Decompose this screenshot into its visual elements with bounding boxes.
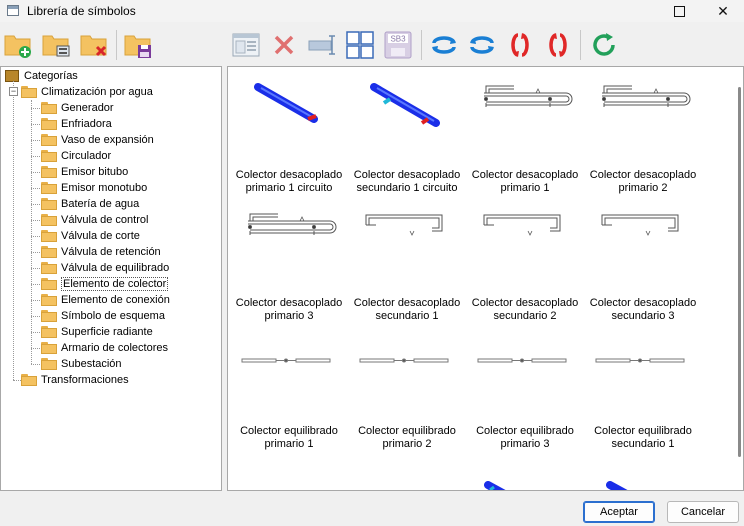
tree-item-label: Armario de colectores [61, 342, 168, 354]
tree-item-label: Válvula de control [61, 214, 149, 226]
symbol-item[interactable] [466, 67, 584, 195]
symbol-item[interactable] [584, 67, 702, 195]
symbol-caption: Colector desacoplado primario 2 [589, 169, 697, 194]
toolbar [0, 28, 744, 64]
close-icon: ✕ [717, 2, 729, 19]
symbol-caption: Colector equilibrado primario 3 [476, 425, 574, 450]
symbol-caption: Colector desacoplado primario 1 circuito [235, 169, 343, 194]
folder-icon [41, 326, 57, 338]
tree-item[interactable] [41, 308, 165, 324]
symbol-thumbnail [352, 331, 462, 391]
symbol-thumbnail [234, 203, 344, 263]
tree-item-label: Batería de agua [61, 198, 140, 210]
folder-icon [41, 230, 57, 242]
tree-item-label: Válvula de retención [61, 246, 161, 258]
folder-icon [41, 150, 57, 162]
window-title: Librería de símbolos [27, 4, 136, 18]
folder-icon [41, 358, 57, 370]
tree-item[interactable] [41, 164, 128, 180]
symbol-caption: Colector desacoplado secundario 1 circuito [353, 169, 461, 194]
group-toggle[interactable]: − [10, 86, 17, 96]
flip-vertical-alt-icon [543, 30, 573, 60]
tree-item[interactable] [41, 100, 114, 116]
tree-item[interactable] [41, 196, 139, 212]
text-edit-icon [307, 30, 337, 60]
symbol-item[interactable] [348, 195, 466, 323]
svg-text:SB3: SB3 [390, 34, 406, 44]
tree-item[interactable] [41, 228, 140, 244]
save-folder-button[interactable] [122, 28, 154, 62]
save-sb3-button[interactable] [382, 28, 414, 62]
refresh-icon [589, 30, 619, 60]
edit-symbol-button[interactable] [230, 28, 262, 62]
symbol-thumbnail [470, 203, 580, 263]
tree-item-label: Símbolo de esquema [61, 310, 165, 322]
symbol-item[interactable] [584, 195, 702, 323]
folder-icon [41, 166, 57, 178]
symbol-caption: Colector desacoplado secundario 2 [471, 297, 579, 322]
folder-icon [41, 246, 57, 258]
symbol-item[interactable] [466, 323, 584, 451]
cancel-button[interactable]: Cancelar [667, 501, 739, 523]
tree-item[interactable] [41, 212, 148, 228]
symbol-caption: Colector equilibrado primario 1 [240, 425, 338, 450]
maximize-icon [674, 6, 685, 17]
tree-item[interactable] [41, 116, 112, 132]
rotate-right-icon [467, 30, 497, 60]
delete-folder-button[interactable] [78, 28, 110, 62]
tree-root-label: Categorías [24, 70, 78, 82]
red-x-icon [269, 30, 299, 60]
symbol-thumbnail [234, 331, 344, 391]
symbol-item[interactable] [584, 323, 702, 451]
symbol-item[interactable] [466, 195, 584, 323]
rotate-left-button[interactable] [428, 28, 460, 62]
folder-open-icon [21, 86, 37, 98]
symbol-grid [227, 66, 744, 491]
symbol-item[interactable] [230, 323, 348, 451]
tree-item-label: Circulador [61, 150, 112, 162]
symbol-caption: Colector desacoplado secundario 3 [589, 297, 697, 322]
tree-item-transformaciones[interactable] [21, 372, 129, 388]
folder-icon [41, 294, 57, 306]
folder-add-icon [3, 30, 33, 60]
tree-item-label: Vaso de expansión [61, 134, 154, 146]
folder-icon [41, 262, 57, 274]
tree-item-label: Emisor monotubo [61, 182, 148, 194]
rotate-left-icon [429, 30, 459, 60]
tree-item[interactable] [41, 180, 147, 196]
tree-item-label: Superficie radiante [61, 326, 153, 338]
symbol-caption: Colector desacoplado primario 1 [471, 169, 579, 194]
symbol-thumbnail [588, 481, 698, 491]
tree-item-label: Subestación [61, 358, 122, 370]
flip-vertical-button[interactable] [504, 28, 536, 62]
folder-icon [21, 374, 37, 386]
tree-item[interactable] [41, 132, 154, 148]
tree-item-label: Enfriadora [61, 118, 112, 130]
tree-item[interactable] [41, 260, 169, 276]
edit-folder-button[interactable] [40, 28, 72, 62]
title-bar [0, 0, 744, 22]
folder-icon [41, 278, 57, 290]
symbol-item[interactable] [230, 67, 348, 195]
tree-item-label: Elemento de conexión [61, 294, 170, 306]
folder-icon [41, 342, 57, 354]
delete-symbol-button[interactable] [268, 28, 300, 62]
tree-item-label: Elemento de colector [63, 278, 167, 290]
tree-item-label: Válvula de corte [61, 230, 140, 242]
symbol-caption: Colector equilibrado secundario 1 [594, 425, 692, 450]
folder-icon [41, 118, 57, 130]
tree-item[interactable] [41, 276, 168, 292]
category-tree [0, 66, 222, 491]
symbol-thumbnail [470, 331, 580, 391]
folder-save-icon [123, 30, 153, 60]
folder-icon [41, 214, 57, 226]
close-button[interactable] [700, 0, 744, 22]
symbol-caption: Colector desacoplado primario 3 [235, 297, 343, 322]
symbol-item[interactable] [348, 323, 466, 451]
symbol-item-partial[interactable] [584, 451, 702, 491]
symbol-thumbnail [588, 75, 698, 135]
folder-delete-icon [79, 30, 109, 60]
folder-icon [41, 198, 57, 210]
tree-item[interactable] [41, 244, 161, 260]
save-sb3-icon [383, 30, 413, 60]
footer [0, 492, 744, 526]
tree-item-label: Emisor bitubo [61, 166, 129, 178]
tree-item-label: Generador [61, 102, 114, 114]
symbol-thumbnail [352, 203, 462, 263]
rotate-right-button[interactable] [466, 28, 498, 62]
rename-symbol-button[interactable] [306, 28, 338, 62]
tree-group[interactable] [21, 84, 153, 100]
maximize-button[interactable] [656, 0, 702, 22]
symbol-item[interactable] [230, 195, 348, 323]
new-folder-button[interactable] [2, 28, 34, 62]
symbol-item-partial[interactable] [466, 451, 584, 491]
folder-icon [41, 182, 57, 194]
symbol-caption: Colector equilibrado primario 2 [358, 425, 456, 450]
symbol-thumbnail [588, 331, 698, 391]
flip-vertical-alt-button[interactable] [542, 28, 574, 62]
symbol-thumbnail [352, 75, 462, 135]
library-icon [5, 70, 19, 82]
symbol-thumbnail [470, 75, 580, 135]
tree-item-label: Válvula de equilibrado [61, 262, 170, 274]
folder-icon [41, 134, 57, 146]
tree-item[interactable] [41, 340, 168, 356]
flip-vertical-icon [505, 30, 535, 60]
window-edit-icon [231, 30, 261, 60]
tree-item[interactable] [41, 148, 111, 164]
symbol-thumbnail [234, 75, 344, 135]
symbol-thumbnail [588, 203, 698, 263]
scrollbar[interactable] [738, 87, 741, 457]
accept-button[interactable]: Aceptar [583, 501, 655, 523]
tree-item[interactable] [41, 292, 170, 308]
refresh-button[interactable] [588, 28, 620, 62]
grid-view-button[interactable] [344, 28, 376, 62]
tree-root[interactable] [5, 68, 78, 84]
tree-item-label: Transformaciones [41, 374, 129, 386]
symbol-item[interactable] [348, 67, 466, 195]
symbol-thumbnail [470, 481, 580, 491]
folder-icon [41, 102, 57, 114]
grid-icon [345, 30, 375, 60]
folder-edit-icon [41, 30, 71, 60]
symbol-caption: Colector desacoplado secundario 1 [353, 297, 461, 322]
app-icon [7, 5, 19, 16]
tree-group-label: Climatización por agua [41, 86, 153, 98]
tree-item[interactable] [41, 324, 153, 340]
tree-item[interactable] [41, 356, 122, 372]
folder-icon [41, 310, 57, 322]
